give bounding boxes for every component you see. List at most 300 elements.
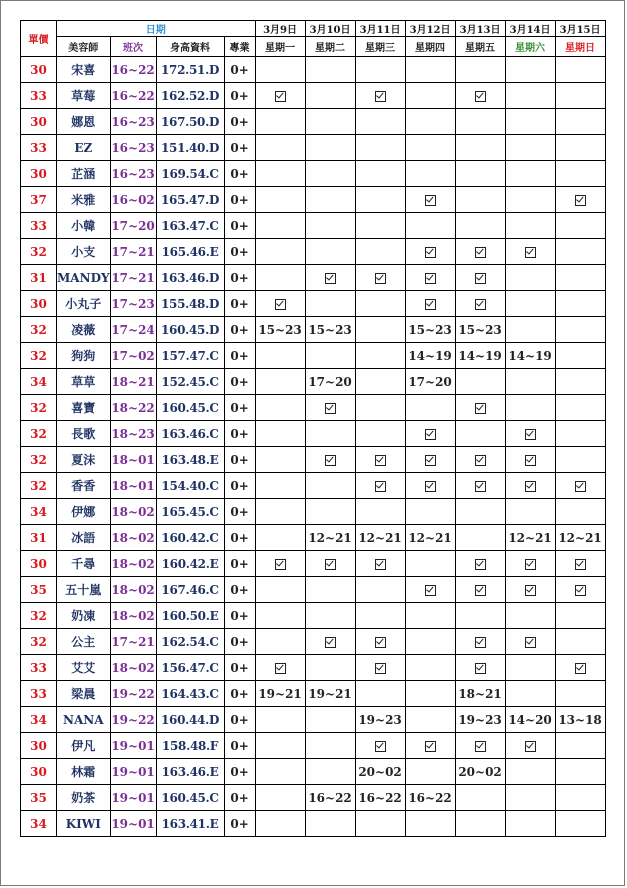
body-data-cell: 163.47.C [156, 213, 224, 239]
body-data-cell: 167.50.D [156, 109, 224, 135]
checkbox-checked-icon [475, 91, 486, 102]
day-cell-checked [555, 655, 605, 681]
name-cell: 小韓 [57, 213, 111, 239]
table-row [21, 733, 606, 759]
day-cell [305, 109, 355, 135]
name-cell: 宋喜 [57, 57, 111, 83]
body-header: 身高資料 [156, 37, 224, 57]
day-cell [355, 577, 405, 603]
day-cell [405, 629, 455, 655]
checkbox-checked-icon [375, 481, 386, 492]
checkbox-checked-icon [275, 559, 286, 570]
name-cell: 公主 [57, 629, 111, 655]
pro-cell: 0+ [224, 785, 255, 811]
date-header: 3月10日 [305, 21, 355, 37]
day-cell [305, 655, 355, 681]
day-cell [405, 83, 455, 109]
schedule-table [20, 20, 606, 837]
day-cell [555, 291, 605, 317]
pro-cell: 0+ [224, 265, 255, 291]
day-cell [505, 681, 555, 707]
day-cell [255, 759, 305, 785]
table-row [21, 655, 606, 681]
body-data-cell: 151.40.D [156, 135, 224, 161]
body-data-cell: 162.54.C [156, 629, 224, 655]
day-cell [355, 291, 405, 317]
price-cell: 33 [21, 135, 57, 161]
shift-cell: 19~01 [110, 785, 156, 811]
day-cell-checked [505, 551, 555, 577]
table-row [21, 707, 606, 733]
day-cell [555, 681, 605, 707]
checkbox-checked-icon [275, 91, 286, 102]
name-cell: 長歌 [57, 421, 111, 447]
checkbox-checked-icon [375, 559, 386, 570]
shift-cell: 18~23 [110, 421, 156, 447]
day-cell [405, 135, 455, 161]
price-cell: 35 [21, 785, 57, 811]
day-cell [355, 317, 405, 343]
day-cell [355, 811, 405, 837]
shift-cell: 18~01 [110, 473, 156, 499]
price-cell: 34 [21, 707, 57, 733]
body-data-cell: 157.47.C [156, 343, 224, 369]
date-header: 3月15日 [555, 21, 605, 37]
checkbox-checked-icon [375, 273, 386, 284]
day-cell-checked [355, 447, 405, 473]
day-cell [305, 83, 355, 109]
day-cell [555, 135, 605, 161]
day-cell [305, 161, 355, 187]
day-cell-checked [505, 629, 555, 655]
name-cell: 米雅 [57, 187, 111, 213]
day-cell [255, 109, 305, 135]
day-cell [455, 785, 505, 811]
day-cell: 17~20 [405, 369, 455, 395]
pro-cell: 0+ [224, 733, 255, 759]
day-cell [405, 603, 455, 629]
body-data-cell: 165.46.E [156, 239, 224, 265]
pro-cell: 0+ [224, 109, 255, 135]
pro-cell: 0+ [224, 187, 255, 213]
name-cell: 梁晨 [57, 681, 111, 707]
day-cell [455, 421, 505, 447]
day-cell [305, 135, 355, 161]
pro-cell: 0+ [224, 681, 255, 707]
shift-cell: 18~22 [110, 395, 156, 421]
checkbox-checked-icon [475, 637, 486, 648]
price-cell: 34 [21, 811, 57, 837]
price-cell: 32 [21, 473, 57, 499]
day-cell [505, 135, 555, 161]
checkbox-checked-icon [325, 637, 336, 648]
day-cell-checked [305, 395, 355, 421]
shift-cell: 18~01 [110, 447, 156, 473]
pro-cell: 0+ [224, 161, 255, 187]
day-cell [455, 369, 505, 395]
price-cell: 30 [21, 291, 57, 317]
day-cell [555, 343, 605, 369]
checkbox-checked-icon [425, 247, 436, 258]
day-cell [455, 525, 505, 551]
price-cell: 32 [21, 239, 57, 265]
date-group-header: 日期 [57, 21, 256, 37]
name-cell: 香香 [57, 473, 111, 499]
price-cell: 32 [21, 395, 57, 421]
shift-cell: 19~01 [110, 811, 156, 837]
checkbox-checked-icon [425, 455, 436, 466]
table-row [21, 681, 606, 707]
day-cell-checked [405, 265, 455, 291]
table-row [21, 291, 606, 317]
price-cell: 33 [21, 213, 57, 239]
day-cell [355, 109, 405, 135]
day-cell [255, 603, 305, 629]
table-row [21, 265, 606, 291]
day-cell [355, 603, 405, 629]
shift-cell: 16~02 [110, 187, 156, 213]
day-cell [255, 629, 305, 655]
shift-cell: 17~21 [110, 239, 156, 265]
day-cell: 17~20 [305, 369, 355, 395]
day-cell [255, 161, 305, 187]
day-cell-checked [305, 265, 355, 291]
shift-cell: 17~02 [110, 343, 156, 369]
checkbox-checked-icon [525, 481, 536, 492]
day-cell [455, 161, 505, 187]
pro-cell: 0+ [224, 239, 255, 265]
day-cell: 14~19 [455, 343, 505, 369]
checkbox-checked-icon [575, 559, 586, 570]
checkbox-checked-icon [275, 299, 286, 310]
day-cell-checked [355, 655, 405, 681]
day-cell [355, 421, 405, 447]
day-cell [405, 551, 455, 577]
name-cell: EZ [57, 135, 111, 161]
day-cell [505, 161, 555, 187]
header-row-columns [21, 37, 606, 57]
day-cell [305, 343, 355, 369]
day-cell-checked [255, 291, 305, 317]
shift-cell: 16~23 [110, 135, 156, 161]
shift-cell: 19~22 [110, 681, 156, 707]
day-cell: 19~21 [305, 681, 355, 707]
body-data-cell: 160.42.C [156, 525, 224, 551]
day-cell-checked [255, 551, 305, 577]
checkbox-checked-icon [275, 663, 286, 674]
name-cell: 小丸子 [57, 291, 111, 317]
pro-cell: 0+ [224, 447, 255, 473]
day-cell: 20~02 [355, 759, 405, 785]
day-cell-checked [505, 577, 555, 603]
pro-cell: 0+ [224, 343, 255, 369]
day-cell-checked [355, 473, 405, 499]
day-cell-checked [405, 421, 455, 447]
checkbox-checked-icon [325, 559, 336, 570]
name-cell: MANDY [57, 265, 111, 291]
shift-cell: 19~01 [110, 733, 156, 759]
day-cell [255, 369, 305, 395]
day-cell [305, 473, 355, 499]
day-cell [555, 733, 605, 759]
price-cell: 30 [21, 759, 57, 785]
day-cell [255, 135, 305, 161]
day-cell [255, 785, 305, 811]
price-cell: 30 [21, 161, 57, 187]
day-cell-checked [455, 239, 505, 265]
name-cell: 芷涵 [57, 161, 111, 187]
pro-cell: 0+ [224, 499, 255, 525]
checkbox-checked-icon [425, 481, 436, 492]
day-cell [355, 681, 405, 707]
day-cell [555, 109, 605, 135]
day-cell [255, 499, 305, 525]
table-row [21, 759, 606, 785]
body-data-cell: 162.52.D [156, 83, 224, 109]
price-cell: 31 [21, 525, 57, 551]
table-row [21, 161, 606, 187]
name-cell: 五十嵐 [57, 577, 111, 603]
day-cell [255, 473, 305, 499]
day-cell-checked [555, 473, 605, 499]
day-cell: 16~22 [405, 785, 455, 811]
day-cell-checked [555, 187, 605, 213]
day-cell [255, 525, 305, 551]
checkbox-checked-icon [425, 741, 436, 752]
day-cell-checked [355, 83, 405, 109]
price-cell: 34 [21, 499, 57, 525]
pro-cell: 0+ [224, 811, 255, 837]
date-header: 3月11日 [355, 21, 405, 37]
day-cell [505, 811, 555, 837]
name-cell: 草莓 [57, 83, 111, 109]
day-cell [555, 265, 605, 291]
body-data-cell: 156.47.C [156, 655, 224, 681]
price-cell: 32 [21, 343, 57, 369]
day-cell [405, 109, 455, 135]
checkbox-checked-icon [475, 481, 486, 492]
table-row [21, 629, 606, 655]
checkbox-checked-icon [425, 585, 436, 596]
price-cell: 33 [21, 655, 57, 681]
checkbox-checked-icon [475, 663, 486, 674]
day-cell-checked [305, 447, 355, 473]
price-cell: 32 [21, 317, 57, 343]
body-data-cell: 163.46.D [156, 265, 224, 291]
day-cell [505, 369, 555, 395]
body-data-cell: 155.48.D [156, 291, 224, 317]
shift-cell: 19~22 [110, 707, 156, 733]
day-cell-checked [455, 655, 505, 681]
table-row [21, 421, 606, 447]
price-cell: 30 [21, 109, 57, 135]
pro-cell: 0+ [224, 551, 255, 577]
price-cell: 32 [21, 421, 57, 447]
day-cell [555, 213, 605, 239]
price-cell: 33 [21, 83, 57, 109]
body-data-cell: 152.45.C [156, 369, 224, 395]
body-data-cell: 154.40.C [156, 473, 224, 499]
day-cell [405, 681, 455, 707]
pro-cell: 0+ [224, 317, 255, 343]
weekday-header: 星期日 [555, 37, 605, 57]
body-data-cell: 165.45.C [156, 499, 224, 525]
day-cell [305, 707, 355, 733]
checkbox-checked-icon [525, 559, 536, 570]
day-cell [355, 395, 405, 421]
shift-cell: 16~23 [110, 109, 156, 135]
day-cell [355, 187, 405, 213]
shift-cell: 18~21 [110, 369, 156, 395]
pro-cell: 0+ [224, 759, 255, 785]
day-cell [405, 395, 455, 421]
day-cell [355, 369, 405, 395]
name-cell: 千尋 [57, 551, 111, 577]
schedule-sheet [20, 20, 606, 837]
day-cell-checked [405, 473, 455, 499]
price-cell: 37 [21, 187, 57, 213]
date-header: 3月13日 [455, 21, 505, 37]
weekday-header: 星期五 [455, 37, 505, 57]
body-data-cell: 163.46.C [156, 421, 224, 447]
day-cell [555, 421, 605, 447]
day-cell: 19~23 [455, 707, 505, 733]
day-cell [355, 343, 405, 369]
day-cell [255, 213, 305, 239]
day-cell: 12~21 [305, 525, 355, 551]
day-cell-checked [405, 187, 455, 213]
table-row [21, 109, 606, 135]
shift-cell: 17~24 [110, 317, 156, 343]
table-row [21, 83, 606, 109]
checkbox-checked-icon [375, 455, 386, 466]
day-cell [555, 57, 605, 83]
checkbox-checked-icon [325, 403, 336, 414]
body-data-cell: 164.43.C [156, 681, 224, 707]
day-cell [555, 499, 605, 525]
day-cell [405, 655, 455, 681]
checkbox-checked-icon [375, 741, 386, 752]
day-cell [555, 369, 605, 395]
day-cell [405, 759, 455, 785]
day-cell [555, 161, 605, 187]
day-cell-checked [505, 733, 555, 759]
body-data-cell: 165.47.D [156, 187, 224, 213]
checkbox-checked-icon [525, 429, 536, 440]
day-cell [305, 213, 355, 239]
checkbox-checked-icon [575, 585, 586, 596]
body-data-cell: 160.45.C [156, 785, 224, 811]
day-cell [505, 759, 555, 785]
day-cell [455, 109, 505, 135]
name-cell: 冰語 [57, 525, 111, 551]
checkbox-checked-icon [475, 403, 486, 414]
checkbox-checked-icon [425, 429, 436, 440]
day-cell-checked [455, 551, 505, 577]
day-cell [255, 447, 305, 473]
day-cell [305, 57, 355, 83]
day-cell-checked [455, 395, 505, 421]
day-cell: 14~19 [505, 343, 555, 369]
checkbox-checked-icon [475, 559, 486, 570]
day-cell-checked [405, 733, 455, 759]
pro-cell: 0+ [224, 525, 255, 551]
day-cell-checked [355, 733, 405, 759]
day-cell [505, 109, 555, 135]
day-cell [355, 499, 405, 525]
weekday-header: 星期二 [305, 37, 355, 57]
day-cell [255, 577, 305, 603]
day-cell: 15~23 [305, 317, 355, 343]
day-cell: 12~21 [355, 525, 405, 551]
day-cell-checked [505, 421, 555, 447]
name-header: 美容師 [57, 37, 111, 57]
shift-cell: 18~02 [110, 655, 156, 681]
body-data-cell: 158.48.F [156, 733, 224, 759]
day-cell-checked [505, 239, 555, 265]
checkbox-checked-icon [325, 455, 336, 466]
name-cell: 娜恩 [57, 109, 111, 135]
shift-cell: 16~23 [110, 161, 156, 187]
shift-cell: 17~20 [110, 213, 156, 239]
day-cell [305, 603, 355, 629]
shift-cell: 19~01 [110, 759, 156, 785]
day-cell: 14~19 [405, 343, 455, 369]
day-cell [305, 811, 355, 837]
weekday-header: 星期三 [355, 37, 405, 57]
shift-cell: 17~21 [110, 265, 156, 291]
shift-header: 班次 [110, 37, 156, 57]
day-cell-checked [455, 473, 505, 499]
name-cell: 奶凍 [57, 603, 111, 629]
name-cell: NANA [57, 707, 111, 733]
name-cell: KIWI [57, 811, 111, 837]
shift-cell: 18~02 [110, 551, 156, 577]
day-cell-checked [505, 447, 555, 473]
day-cell [505, 499, 555, 525]
shift-cell: 18~02 [110, 577, 156, 603]
day-cell [405, 811, 455, 837]
checkbox-checked-icon [525, 585, 536, 596]
checkbox-checked-icon [475, 273, 486, 284]
day-cell [555, 447, 605, 473]
body-data-cell: 160.45.C [156, 395, 224, 421]
day-cell-checked [255, 655, 305, 681]
price-cell: 33 [21, 681, 57, 707]
day-cell [255, 239, 305, 265]
price-cell: 32 [21, 447, 57, 473]
pro-cell: 0+ [224, 629, 255, 655]
day-cell [505, 785, 555, 811]
day-cell [305, 733, 355, 759]
day-cell-checked [455, 629, 505, 655]
day-cell: 15~23 [255, 317, 305, 343]
day-cell: 19~21 [255, 681, 305, 707]
shift-cell: 18~02 [110, 499, 156, 525]
pro-cell: 0+ [224, 83, 255, 109]
price-cell: 30 [21, 733, 57, 759]
table-row [21, 239, 606, 265]
day-cell [505, 265, 555, 291]
day-cell-checked [355, 551, 405, 577]
checkbox-checked-icon [475, 247, 486, 258]
pro-cell: 0+ [224, 473, 255, 499]
table-row [21, 447, 606, 473]
price-cell: 32 [21, 629, 57, 655]
day-cell [555, 785, 605, 811]
table-row [21, 57, 606, 83]
pro-cell: 0+ [224, 707, 255, 733]
